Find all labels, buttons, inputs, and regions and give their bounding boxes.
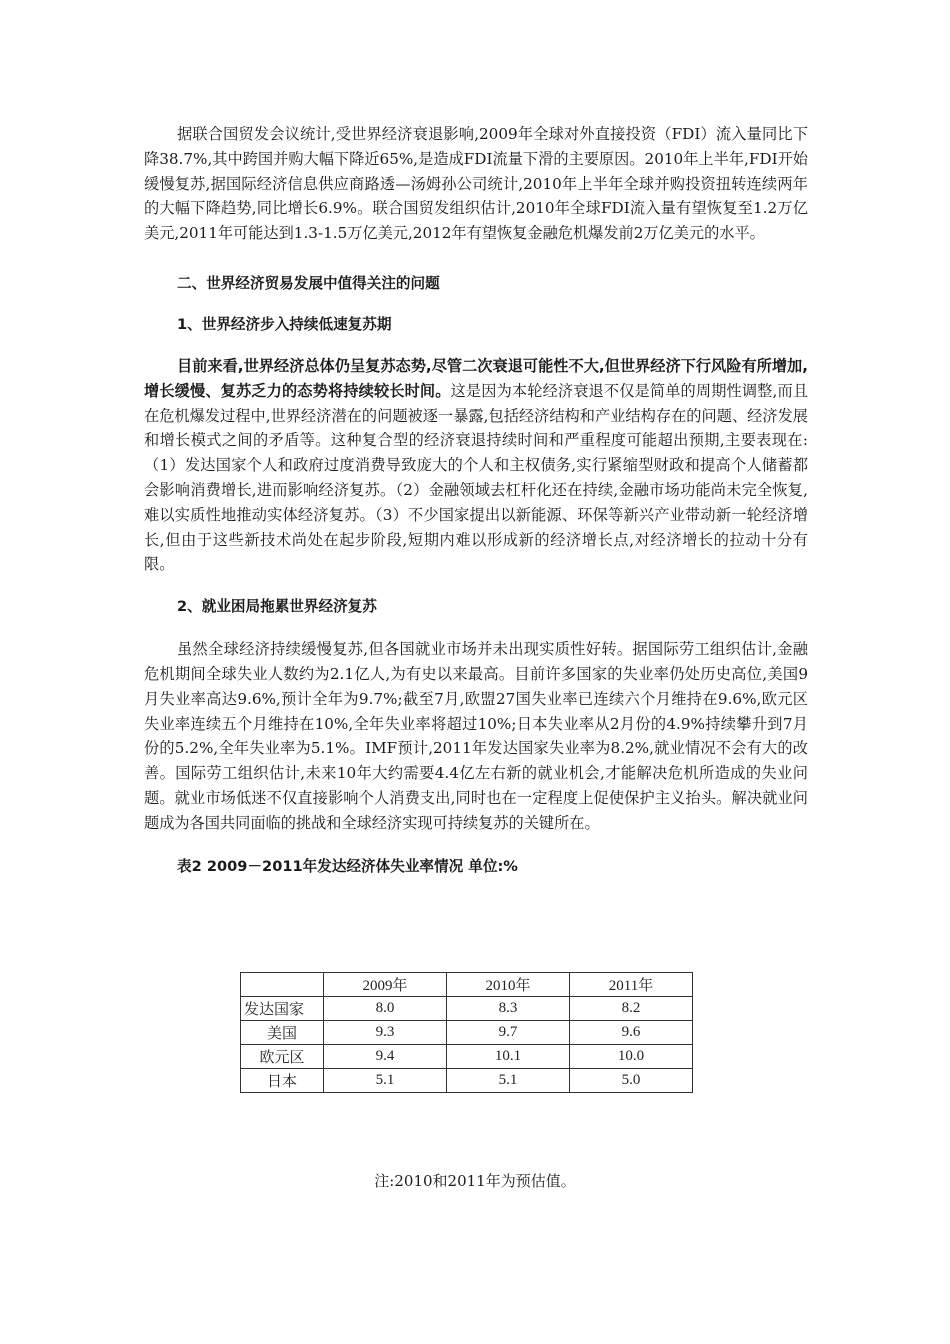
row-label: 美国 [241,1021,324,1045]
table-caption: 表2 2009－2011年发达经济体失业率情况 单位:% [177,857,518,875]
table-note: 注:2010和2011年为预估值。 [374,1172,576,1190]
document-body [144,122,808,879]
column-header: 2010年 [447,973,570,997]
paragraph-bold-lead: 目前来看,世界经济总体仍呈复苏态势,尽管二次衰退可能性不大,但世界经济下行风险有所增加,增长缓慢、复苏乏力的态势将持续较长时间。 [144,356,808,400]
subheading-employment: 2、就业困局拖累世界经济复苏 [177,598,377,616]
table-cell: 8.2 [570,997,693,1021]
table-cell: 9.7 [447,1021,570,1045]
table-header-row [241,973,693,997]
column-header: 2011年 [570,973,693,997]
table-cell: 9.3 [324,1021,447,1045]
paragraph-slow-recovery [144,354,808,577]
unemployment-table-wrap [240,972,693,1093]
table-cell: 10.0 [570,1045,693,1069]
table-cell: 8.0 [324,997,447,1021]
row-label: 发达国家 [241,997,324,1021]
table-row [241,1021,693,1045]
table-cell: 5.0 [570,1069,693,1093]
table-cell: 8.3 [447,997,570,1021]
table-row [241,997,693,1021]
table-cell: 9.4 [324,1045,447,1069]
table-cell: 10.1 [447,1045,570,1069]
column-header: 2009年 [324,973,447,997]
row-label: 日本 [241,1069,324,1093]
row-label: 欧元区 [241,1045,324,1069]
table-cell: 5.1 [447,1069,570,1093]
table-cell: 5.1 [324,1069,447,1093]
table-cell: 9.6 [570,1021,693,1045]
paragraph-body: 这是因为本轮经济衰退不仅是简单的周期性调整,而且在危机爆发过程中,世界经济潜在的问题被逐一暴露,包括经济结构和产业结构存在的问题、经济发展和增长模式之间的矛盾等。这种复合型的经济衰退持续时间和严重程度可能超出预期,主要表现在:（1）发达国家个人和政府过度消费导致庞大的个人和主权债务,实行紧缩型财政和提高个人储蓄都会影响消费增长,进而影响经济复苏。（2）金融领域去杠杆化还在持续,金融市场功能尚未完全恢复,难以实质性地推动实体经济复苏。（3）不少国家提出以新能源、环保等新兴产业带动新一轮经济增长,但由于这些新技术尚处在起步阶段,短期内难以形成新的经济增长点,对经济增长的拉动十分有限。 [144,381,809,574]
paragraph-fdi: 据联合国贸发会议统计,受世界经济衰退影响,2009年全球对外直接投资（FDI）流入量同比下降38.7%,其中跨国并购大幅下降近65%,是造成FDI流量下滑的主要原因。2010年上半年,FDI开始缓慢复苏,据国际经济信息供应商路透—汤姆孙公司统计,2010年上半年全球并购投资扭转连续两年的大幅下降趋势,同比增长6.9%。联合国贸发组织估计,2010年全球FDI流入量有望恢复至1.2万亿美元,2011年可能达到1.3-1.5万亿美元,2012年有望恢复金融危机爆发前2万亿美元的水平。 [144,125,808,243]
table-corner-cell [241,973,324,997]
paragraph-employment: 虽然全球经济持续缓慢复苏,但各国就业市场并未出现实质性好转。据国际劳工组织估计,金融危机期间全球失业人数约为2.1亿人,为有史以来最高。目前许多国家的失业率仍处历史高位,美国9月失业率高达9.6%,预计全年为9.7%;截至7月,欧盟27国失业率已连续六个月维持在9.6%,欧元区失业率连续五个月维持在10%,全年失业率将超过10%;日本失业率从2月份的4.9%持续攀升到7月份的5.2%,全年失业率为5.1%。IMF预计,2011年发达国家失业率为8.2%,就业情况不会有大的改善。国际劳工组织估计,未来10年大约需要4.4亿左右新的就业机会,才能解决危机所造成的失业问题。就业市场低迷不仅直接影响个人消费支出,同时也在一定程度上促使保护主义抬头。解决就业问题成为各国共同面临的挑战和全球经济实现可持续复苏的关键所在。 [144,640,808,832]
unemployment-table [240,972,693,1093]
table-row [241,1045,693,1069]
subheading-slow-recovery: 1、世界经济步入持续低速复苏期 [177,315,392,333]
section-heading-issues: 二、世界经济贸易发展中值得关注的问题 [177,274,440,292]
table-row [241,1069,693,1093]
